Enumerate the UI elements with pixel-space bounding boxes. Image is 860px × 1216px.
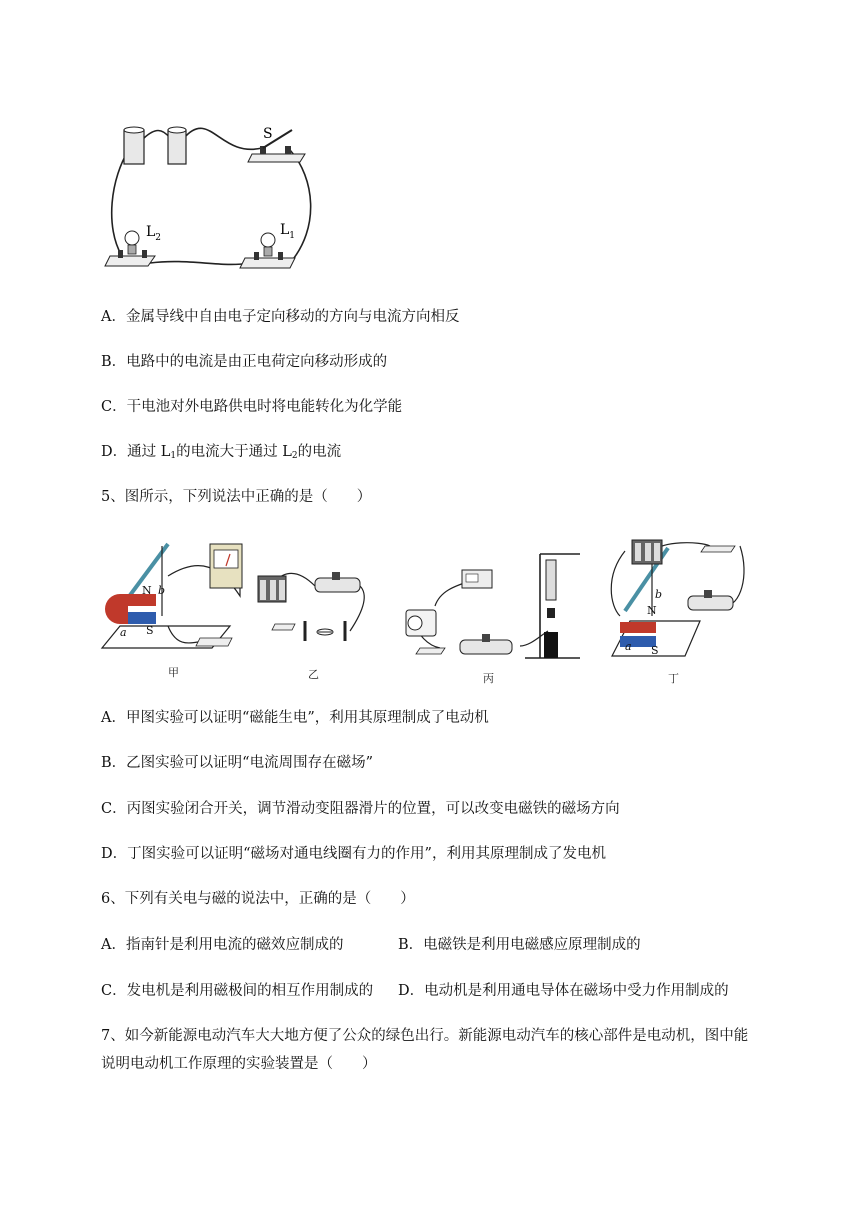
switch-icon — [272, 624, 295, 630]
q6-option-c: C．发电机是利用磁极间的相互作用制成的 — [101, 983, 374, 999]
q4-option-d: D．通过 $L_1$的电流大于通过 $L_2$的电流 — [101, 444, 342, 461]
caption-yi: 乙 — [308, 668, 319, 681]
compass-icon — [317, 629, 333, 635]
q4-option-b: B．电路中的电流是由正电荷定向移动形成的 — [101, 354, 388, 370]
q5-stem: 5、图所示，下列说法中正确的是（ ） — [101, 489, 372, 505]
q6-option-a: A．指南针是利用电流的磁效应制成的 — [101, 937, 344, 953]
magnet-icon — [105, 594, 156, 624]
circuit-figure — [100, 118, 320, 273]
q4-option-c: C．干电池对外电路供电时将电能转化为化学能 — [101, 399, 403, 415]
battery-icon — [258, 576, 286, 602]
lamp1-label: $L_1$ — [280, 222, 296, 241]
lamp2-label: $L_2$ — [146, 224, 162, 243]
lamp-icon — [240, 233, 295, 268]
pole-label-s: S — [146, 624, 154, 637]
caption-ding: 丁 — [668, 672, 679, 685]
caption-bing: 丙 — [483, 672, 494, 685]
wire-label-a: a — [120, 626, 127, 639]
rheostat-icon — [315, 572, 360, 592]
battery-icon — [124, 127, 186, 164]
wire-label-b: b — [158, 584, 166, 597]
q6-stem: 6、下列有关电与磁的说法中，正确的是（ ） — [101, 891, 415, 907]
pole-label-n: N — [142, 584, 152, 597]
spring-scale-icon — [544, 560, 558, 658]
rheostat-icon — [688, 590, 733, 610]
pole-label-s: S — [651, 644, 659, 657]
wire-label-b: b — [655, 588, 663, 601]
power-supply-icon — [462, 570, 492, 588]
battery-icon — [632, 540, 662, 564]
q5-option-a: A．甲图实验可以证明“磁能生电”，利用其原理制成了电动机 — [101, 710, 489, 726]
q6-option-b: B．电磁铁是利用电磁感应原理制成的 — [398, 937, 641, 953]
q5-option-b: B．乙图实验可以证明“电流周围存在磁场” — [101, 755, 373, 771]
switch-label: S — [263, 126, 273, 142]
q7-stem-line2: 说明电动机工作原理的实验装置是（ ） — [101, 1056, 377, 1072]
pole-label-n: N — [647, 604, 657, 617]
q6-option-d: D．电动机是利用通电导体在磁场中受力作用制成的 — [398, 983, 729, 999]
q5-figures — [100, 536, 750, 686]
ammeter-icon — [406, 610, 436, 636]
rheostat-icon — [460, 634, 512, 654]
switch-icon — [701, 546, 735, 552]
switch-icon — [248, 130, 305, 162]
q5-option-d: D．丁图实验可以证明“磁场对通电线圈有力的作用”，利用其原理制成了发电机 — [101, 846, 606, 862]
q7-stem-line1: 7、如今新能源电动汽车大大地方便了公众的绿色出行。新能源电动汽车的核心部件是电动机，图中能 — [101, 1028, 749, 1044]
switch-icon — [196, 638, 232, 646]
galvanometer-icon — [210, 544, 242, 588]
q6-row-1 — [101, 935, 343, 955]
caption-jia: 甲 — [168, 666, 179, 679]
q5-option-c: C．丙图实验闭合开关，调节滑动变阻器滑片的位置，可以改变电磁铁的磁场方向 — [101, 801, 620, 817]
switch-icon — [416, 648, 445, 654]
wire-label-a: a — [625, 640, 632, 653]
q4-option-a: A．金属导线中自由电子定向移动的方向与电流方向相反 — [101, 309, 460, 325]
